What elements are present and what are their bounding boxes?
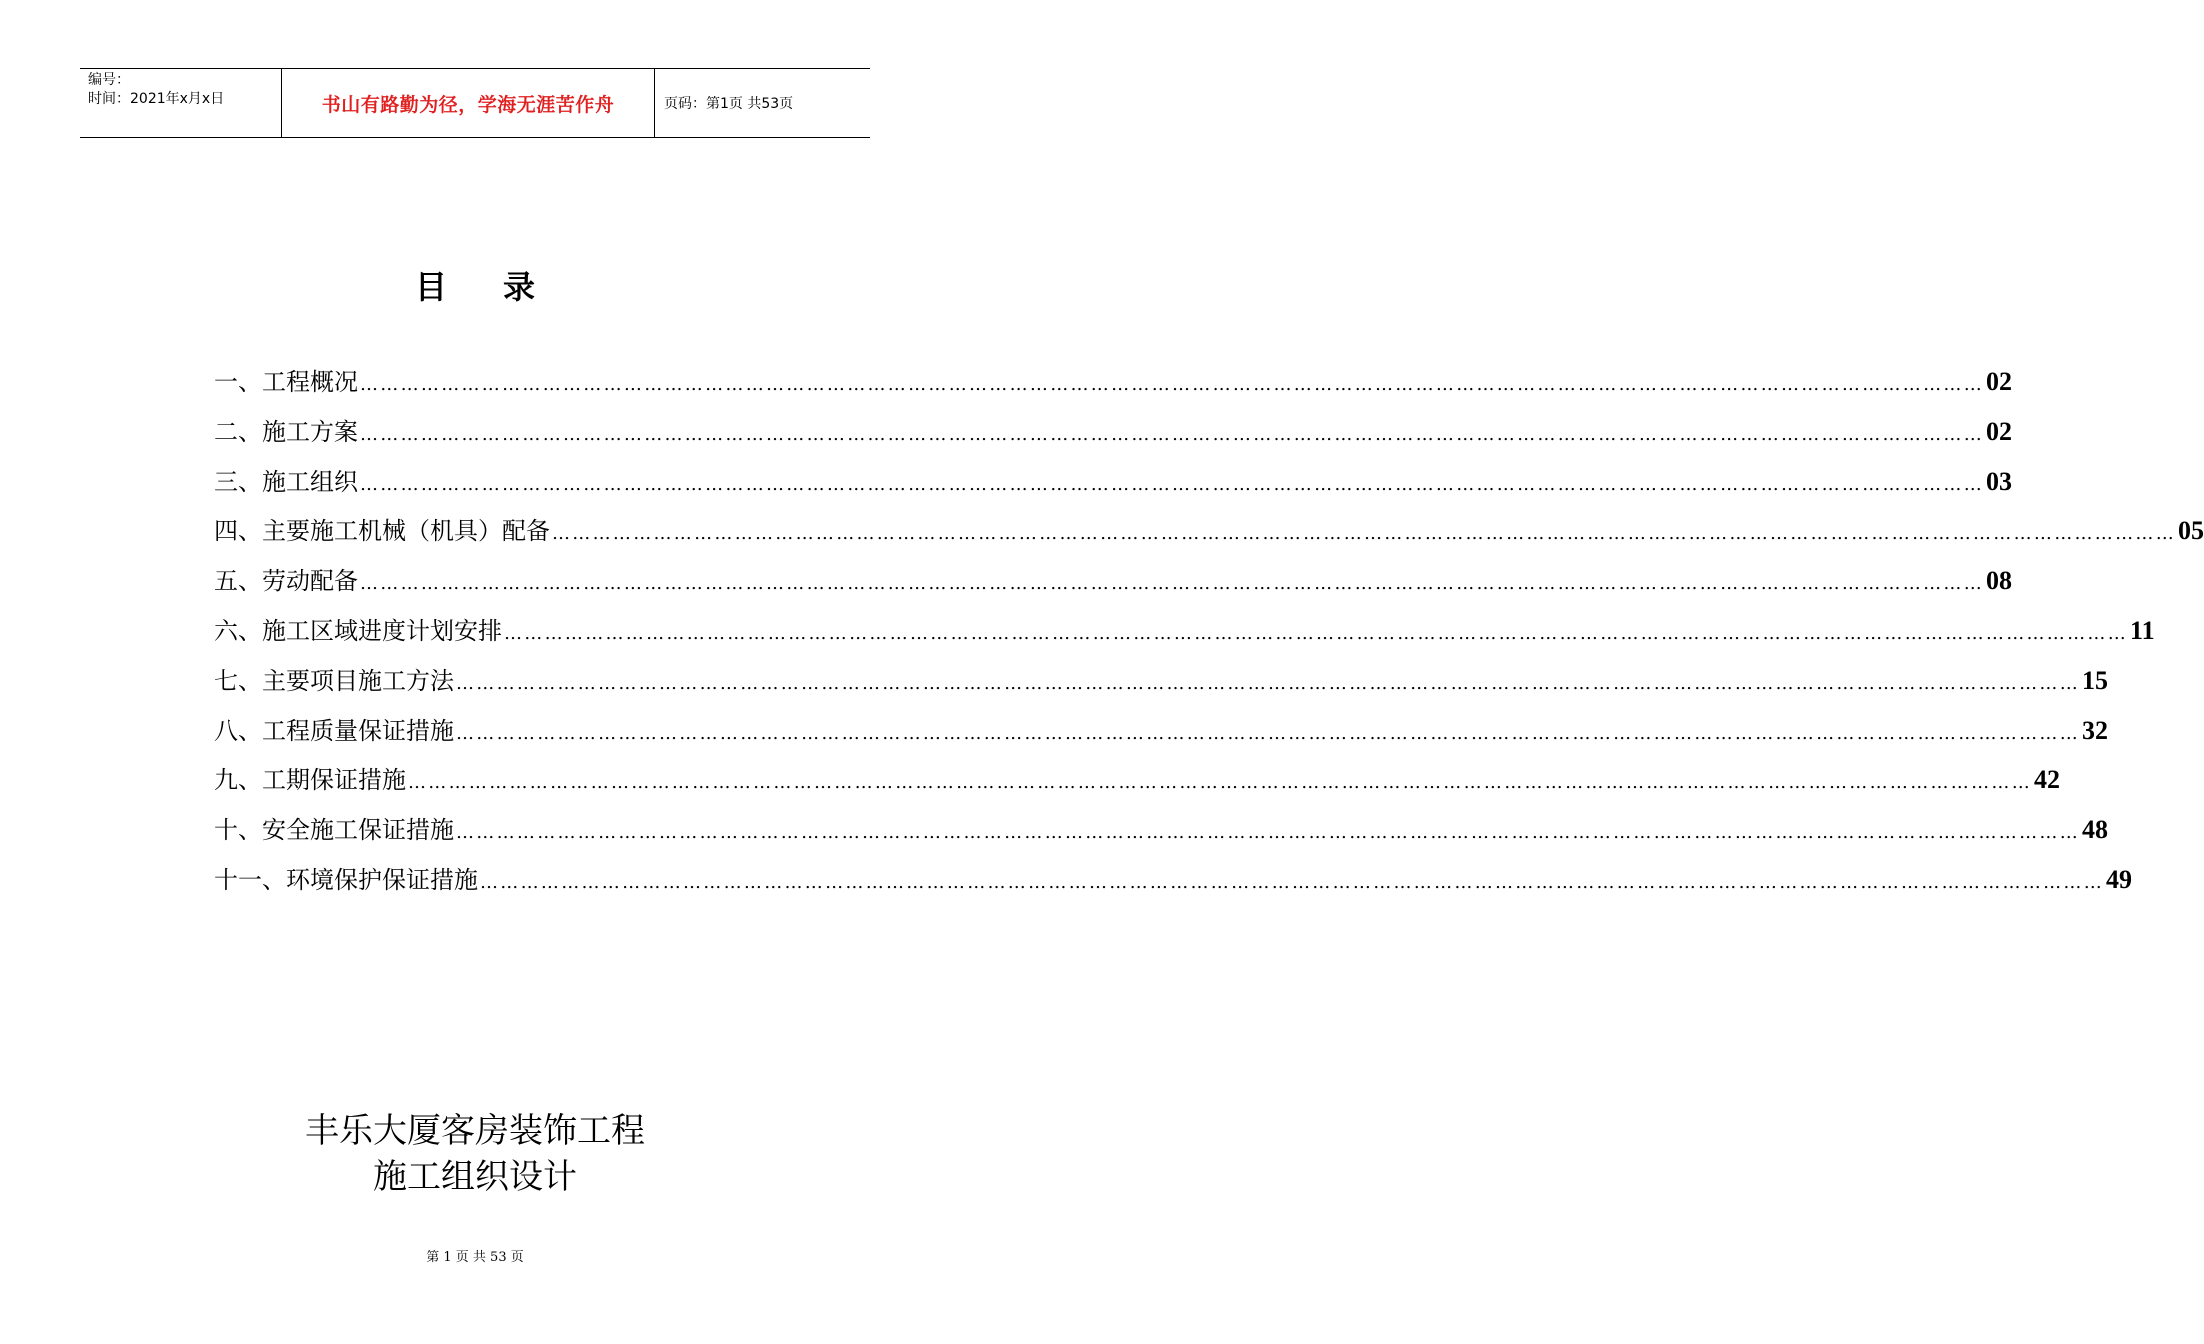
toc-entry[interactable] [214,561,2012,611]
motto-text: 书山有路勤为径，学海无涯苦作舟 [321,93,615,116]
toc-dot-leader: …………………………………………………………………………………………………………………………………………………………………………………………………………………… [360,423,1984,445]
toc-entry[interactable] [214,860,2132,910]
toc-entry-page: 03 [1986,466,2012,496]
toc-entry[interactable] [214,760,2060,810]
toc-entry[interactable] [214,511,2204,561]
toc-dot-leader: …………………………………………………………………………………………………………………………………………………………………………………………………………………… [504,622,2128,644]
toc-title: 目录 [414,268,591,306]
toc-entry-label: 十、安全施工保证措施 [214,816,454,845]
toc-entry-label: 九、工期保证措施 [214,766,406,795]
toc-entry[interactable] [214,810,2108,860]
toc-entry-label: 八、工程质量保证措施 [214,716,454,745]
toc-entry-page: 15 [2082,665,2108,695]
document-header [80,68,870,138]
toc-entry-page: 05 [2178,516,2204,546]
toc-entry[interactable] [214,711,2108,761]
header-page-info: 页码：第1页 共53页 [664,96,794,112]
project-title-line1: 丰乐大厦客房装饰工程 [305,1111,645,1151]
toc-entry-page: 02 [1986,416,2012,446]
toc-entry-label: 七、主要项目施工方法 [214,666,454,695]
toc-dot-leader: …………………………………………………………………………………………………………………………………………………………………………………………………………………… [552,523,2176,545]
toc-entry-label: 六、施工区域进度计划安排 [214,616,502,645]
toc-entry[interactable] [214,412,2012,462]
toc-entry-page: 42 [2034,765,2060,795]
table-of-contents [214,362,2204,910]
toc-entry-label: 三、施工组织 [214,467,358,496]
toc-dot-leader: …………………………………………………………………………………………………………………………………………………………………………………………………………………… [360,573,1984,595]
code-label: 编号： [88,72,130,88]
header-motto-cell [282,69,655,137]
header-meta-cell [80,69,282,137]
toc-entry-page: 32 [2082,715,2108,745]
project-title [0,1108,950,1200]
toc-dot-leader: …………………………………………………………………………………………………………………………………………………………………………………………………………………… [360,374,1984,395]
toc-dot-leader: …………………………………………………………………………………………………………………………………………………………………………………………………………………… [456,672,2080,694]
toc-dot-leader: …………………………………………………………………………………………………………………………………………………………………………………………………………………… [480,871,2104,893]
toc-entry-label: 五、劳动配备 [214,567,358,596]
toc-entry-page: 02 [1986,367,2012,396]
toc-entry-label: 四、主要施工机械（机具）配备 [214,517,550,546]
toc-dot-leader: …………………………………………………………………………………………………………………………………………………………………………………………………………………… [408,772,2032,794]
project-title-line2: 施工组织设计 [373,1157,577,1197]
toc-entry-label: 二、施工方案 [214,417,358,446]
toc-entry-label: 十一、环境保护保证措施 [214,865,478,894]
toc-entry[interactable] [214,611,2155,661]
toc-dot-leader: …………………………………………………………………………………………………………………………………………………………………………………………………………………… [456,722,2080,744]
toc-entry-page: 08 [1986,566,2012,596]
header-page-cell [664,69,870,137]
toc-entry[interactable] [214,362,2012,412]
toc-entry-label: 一、工程概况 [214,368,358,396]
page-footer: 第 1 页 共 53 页 [426,1250,524,1265]
toc-entry-page: 11 [2130,615,2155,645]
toc-entry[interactable] [214,462,2012,512]
toc-entry-page: 48 [2082,815,2108,845]
toc-dot-leader: …………………………………………………………………………………………………………………………………………………………………………………………………………………… [456,822,2080,844]
toc-entry-page: 49 [2106,864,2132,894]
toc-entry[interactable] [214,661,2108,711]
time-label: 时间：2021年x月x日 [88,91,225,107]
toc-dot-leader: …………………………………………………………………………………………………………………………………………………………………………………………………………………… [360,473,1984,495]
